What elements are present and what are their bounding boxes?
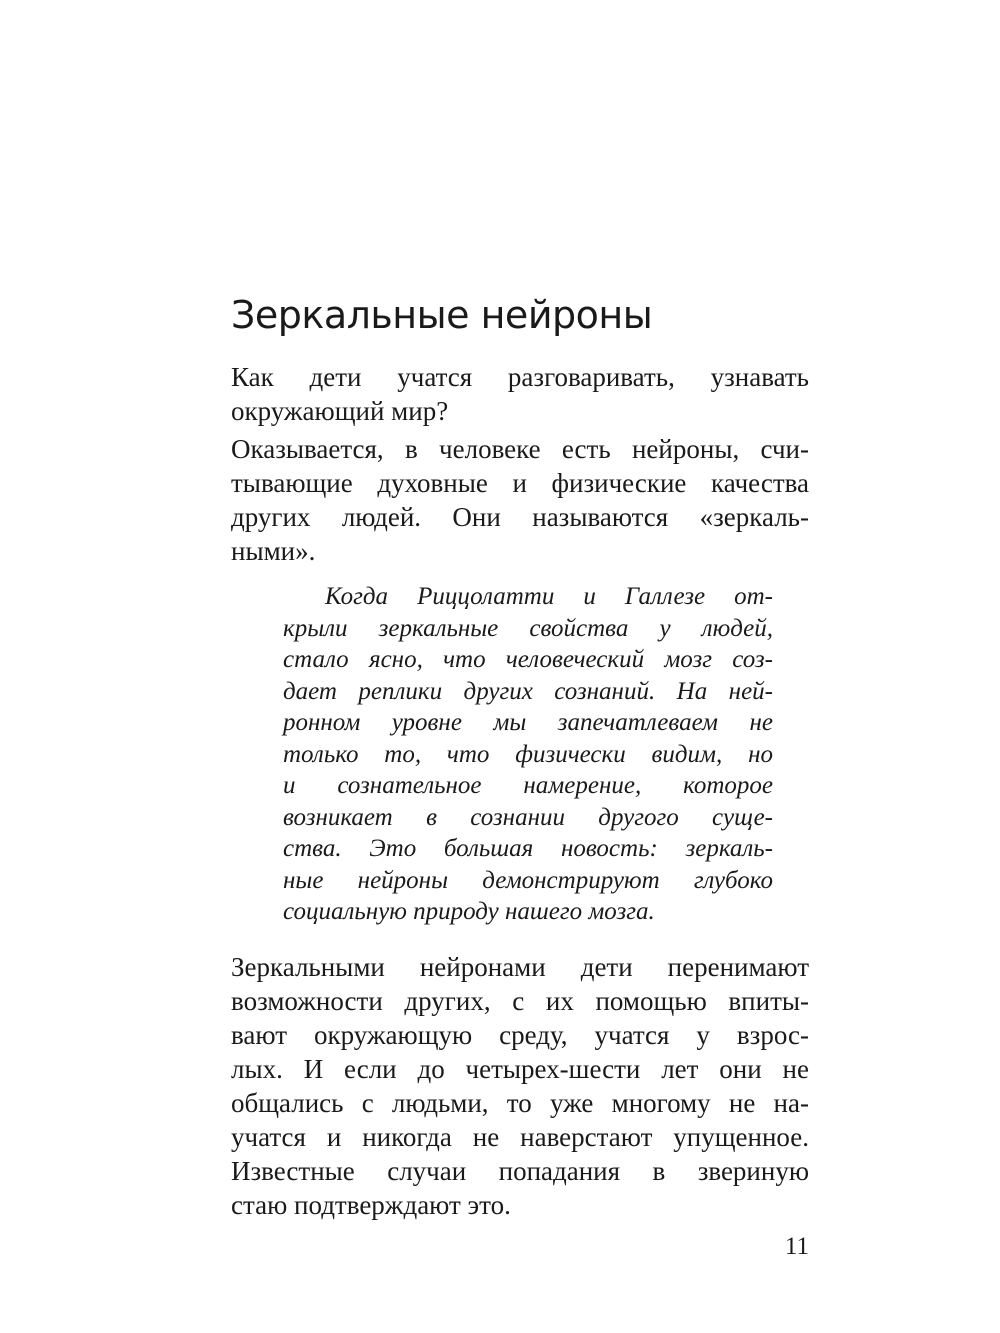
block-quote [283,581,773,928]
paragraph-mirror-neurons [231,432,809,568]
quote-line: ства. Это большая новость: зеркаль- [283,835,773,862]
text-line: вают окружающую среду, учатся у взрос- [231,1020,809,1050]
quote-line: дает реплики других сознаний. На ней- [283,677,773,705]
text-line: Как дети учатся разговаривать, узнавать [231,362,809,392]
text-line: Зеркальными нейронами дети перенимают [231,952,809,982]
text-line: окружающий мир? [231,396,449,426]
text-line: возможности других, с их помощью впиты- [231,986,809,1016]
page-number: 11 [784,1233,809,1260]
text-line: тывающие духовные и физические качества [231,468,809,498]
chapter-title: Зеркальные нейроны [231,293,653,337]
quote-line: крыли зеркальные свойства у людей, [283,614,773,642]
intro-question [231,360,809,428]
paragraph-children-learning [231,950,809,1222]
quote-line: и сознательное намерение, которое [283,772,773,799]
text-line: учатся и никогда не наверстают упущенное. [231,1122,809,1152]
text-line: Известные случаи попадания в звериную [231,1156,809,1186]
quote-line: стало ясно, что человеческий мозг соз- [283,646,773,673]
text-line: ными». [231,536,316,566]
quote-line: возникает в сознании другого суще- [283,803,773,831]
text-line: лых. И если до четырех-шести лет они не [231,1054,809,1084]
text-line: стаю подтверждают это. [231,1190,511,1220]
book-page [231,0,809,1333]
text-line: Оказывается, в человеке есть нейроны, счи- [231,434,809,464]
quote-line: Когда Риццолатти и Галлезе от- [325,583,773,610]
quote-line: социальную природу нашего мозга. [283,898,655,925]
quote-line: ронном уровне мы запечатлеваем не [283,709,773,736]
quote-line: ные нейроны демонстрируют глубоко [283,866,773,894]
text-line: других людей. Они называются «зеркаль- [231,502,809,532]
text-line: общались с людьми, то уже многому не на- [231,1088,809,1118]
quote-line: только то, что физически видим, но [283,740,773,768]
